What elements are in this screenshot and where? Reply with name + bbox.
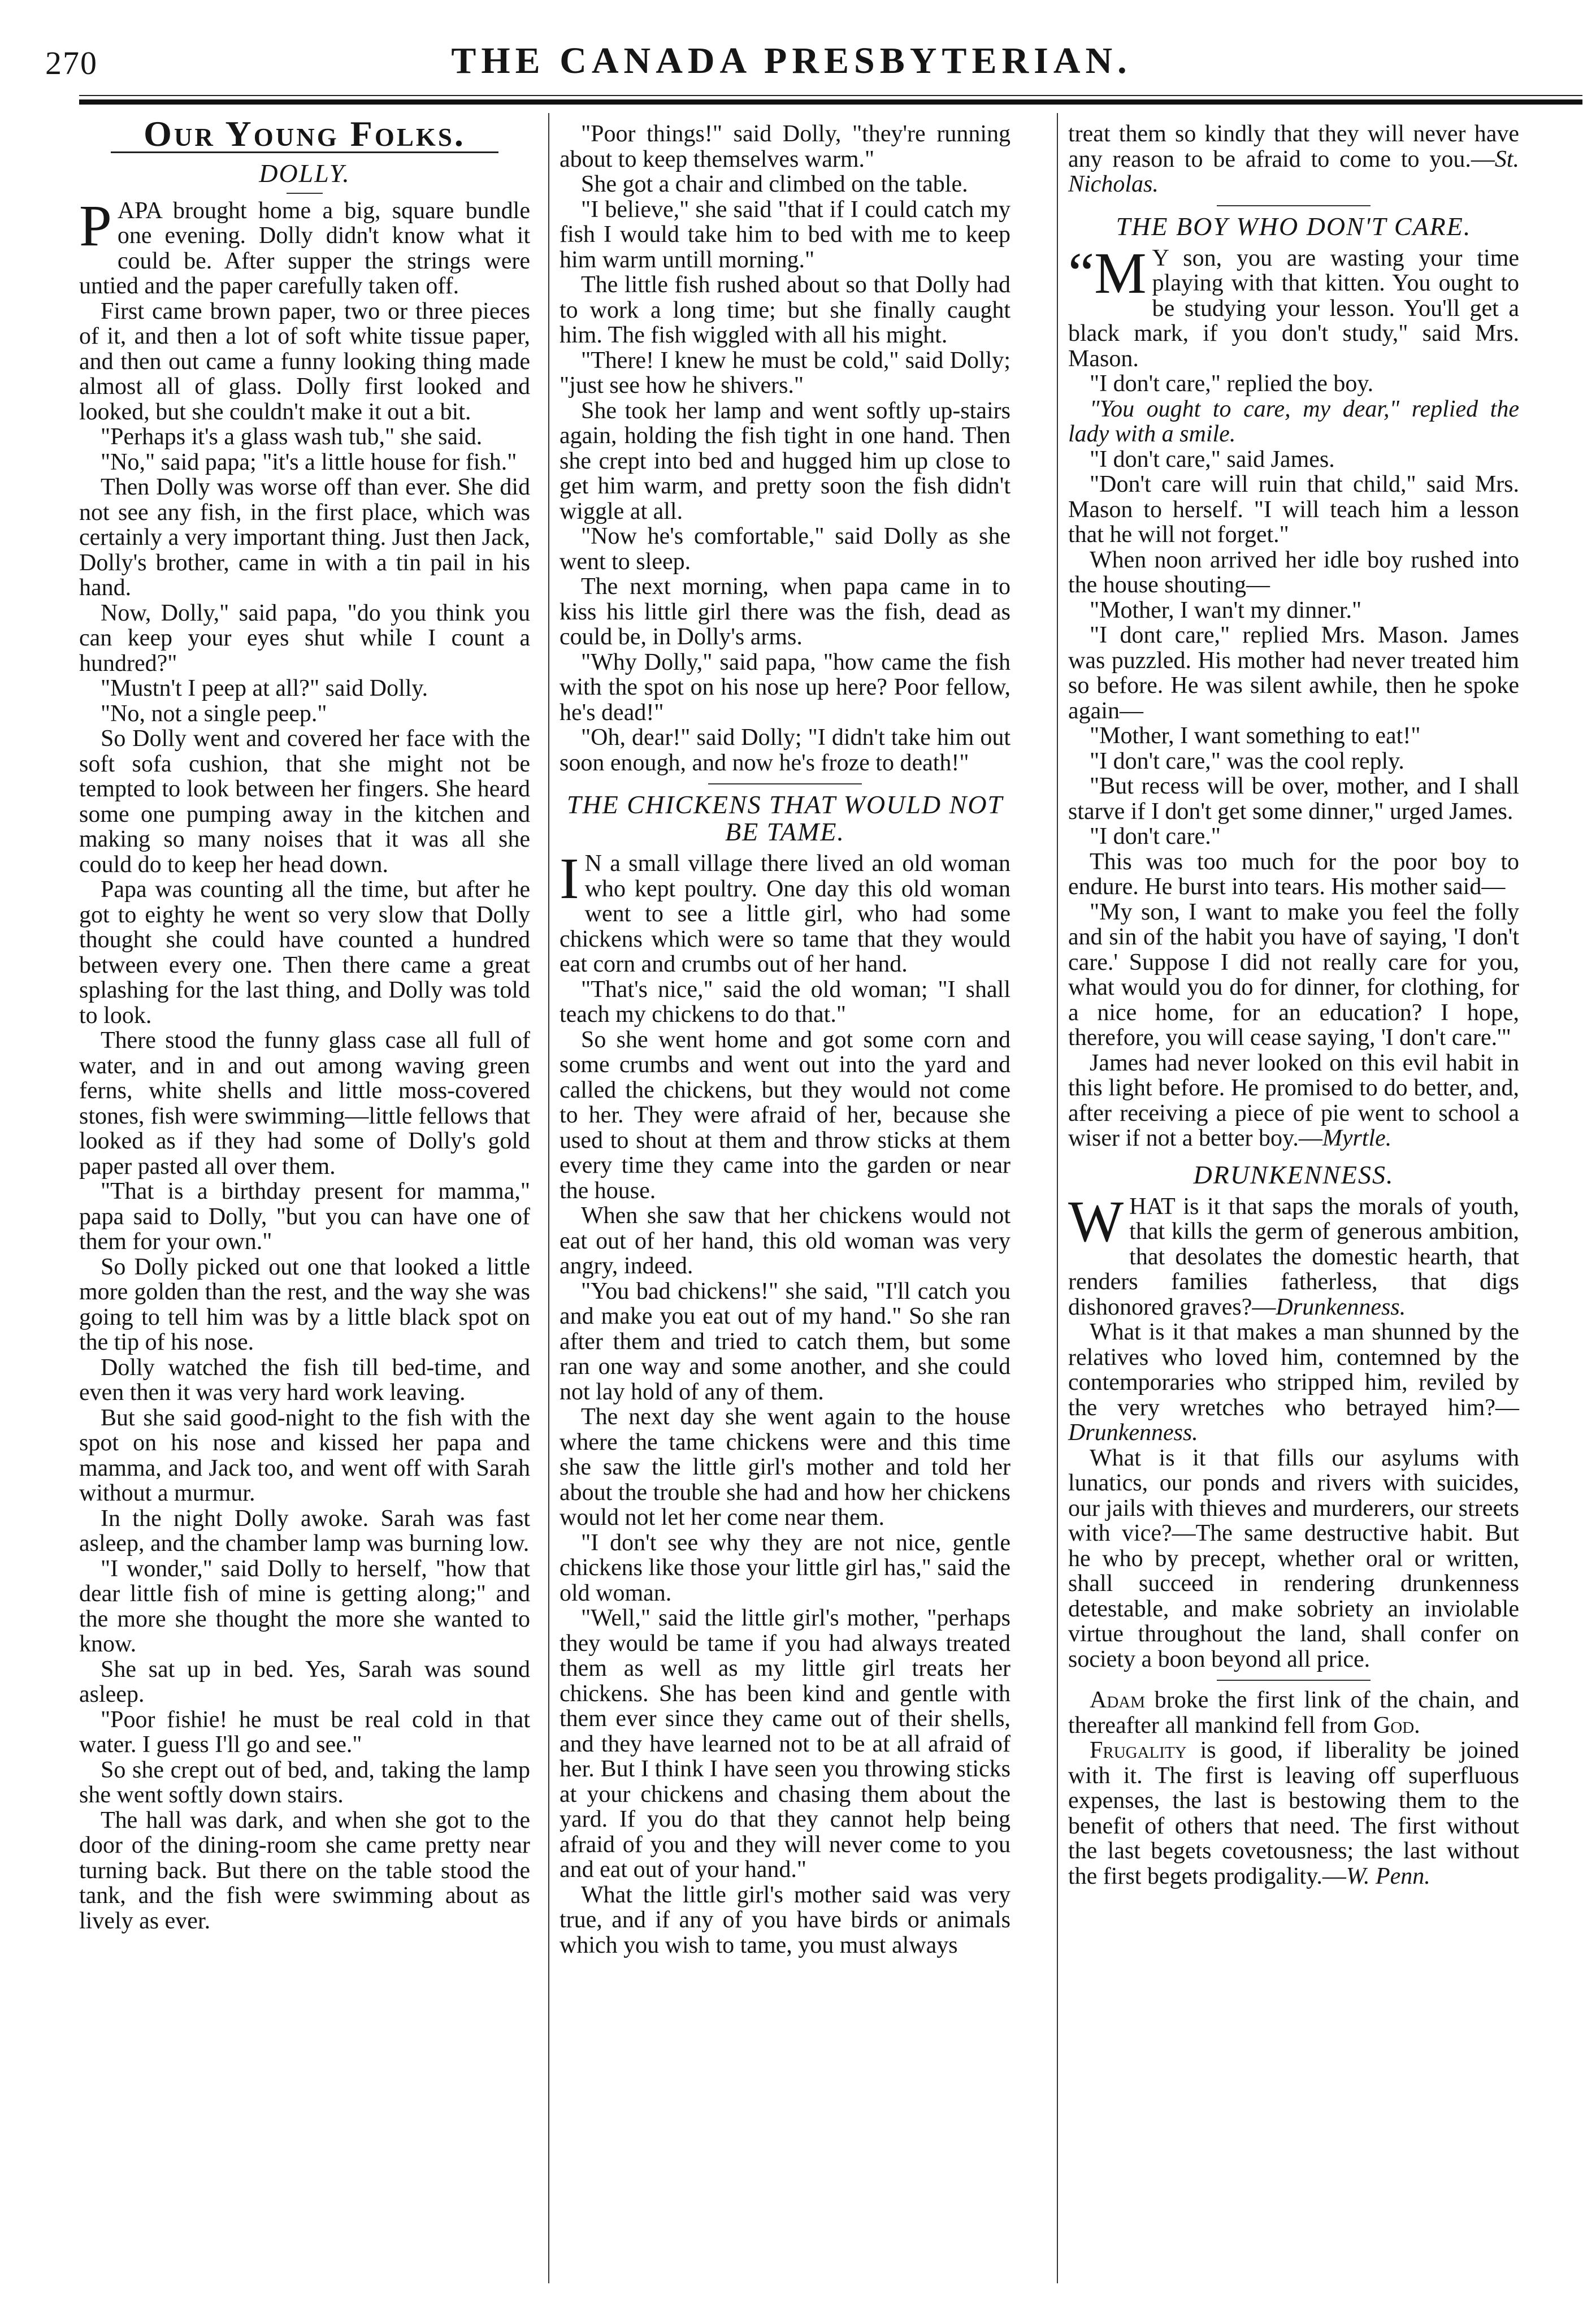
chickens-para: "Well," said the little girl's mother, "perhaps they would be tame if you had always treated them as well as my little girl treats her chickens. She has been kind and gentle with them ever since they came out of their shells, and they have learned not to be at all afraid of her. But I think I have seen you throwing sticks at your chickens and chasing them about the yard. If you do that they cannot help being afraid of you and they will never come to you and eat out of your hand."	[560, 1605, 1010, 1883]
dolly-para: So Dolly picked out one that looked a little more golden than the rest, and the way she was going to tell him was by a little black spot on the tip of his nose.	[79, 1254, 530, 1355]
chickens-cont-para: treat them so kindly that they will never have any reason to be afraid to come to you.—St. Nicholas.	[1068, 121, 1519, 197]
column-divider-1	[548, 113, 549, 2283]
dolly-para: Dolly watched the fish till bed-time, and even then it was very hard work leaving.	[79, 1354, 530, 1406]
dolly-cont-para: The next morning, when papa came in to kiss his little girl there was the fish, dead as could be, in Dolly's arms.	[560, 574, 1010, 650]
section-banner	[79, 114, 530, 154]
chickens-para: "That's nice," said the old woman; "I shall teach my chickens to do that."	[560, 976, 1010, 1027]
dolly-para: In the night Dolly awoke. Sarah was fast asleep, and the chamber lamp was burning low.	[79, 1505, 530, 1556]
dolly-para: Papa was counting all the time, but after he got to eighty he went so very slow that Dolly thought she could have counted a hundred between every one. Then there came a great splashing for the last thing, and Dolly was told to look.	[79, 877, 530, 1029]
boy-para: This was too much for the poor boy to endure. He burst into tears. His mother said—	[1068, 848, 1519, 900]
header-rule-thick	[79, 99, 1582, 105]
section-banner-text: Our Young Folks.	[144, 114, 466, 154]
dolly-cont-para: The little fish rushed about so that Dolly had to work a long time; but she finally caught him. The fish wiggled with all his might.	[560, 272, 1010, 348]
boy-para: "Mother, I want something to eat!"	[1090, 723, 1421, 749]
dolly-para: So she crept out of bed, and, taking the lamp she went softly down stairs.	[79, 1757, 530, 1808]
heading-dolly-rule	[287, 193, 323, 194]
column-1	[79, 114, 530, 1934]
drunkenness-para-2: What is it that makes a man shunned by the relatives who loved him, contemned by the contemporaries who stripped him, reviled by the very wretches who betrayed him?—Drunkenness.	[1068, 1319, 1519, 1446]
heading-boy-who-dont-care: THE BOY WHO DON'T CARE.	[1116, 211, 1472, 241]
boy-para: "I don't care," was the cool reply.	[1090, 748, 1404, 774]
dolly-cont-para: "Why Dolly," said papa, "how came the fish with the spot on his nose up here? Poor fellow, he's dead!"	[560, 649, 1010, 726]
dolly-para: So Dolly went and covered her face with the soft sofa cushion, that she might not be tempted to look between her fingers. She heard some one pumping away in the kitchen and making so many noises that it was all she could do to keep her head down.	[79, 726, 530, 878]
dolly-para-1: PAPA brought home a big, square bundle one evening. Dolly didn't know what it could be. After supper the strings were untied and the paper carefully taken off.	[79, 193, 530, 299]
chickens-para: "I don't see why they are not nice, gentle chickens like those your little girl has," said the old woman.	[560, 1529, 1010, 1606]
boy-para: "But recess will be over, mother, and I shall starve if I don't get some dinner," urged James.	[1068, 773, 1519, 825]
attribution-st-nicholas: St. Nicholas.	[1068, 146, 1519, 197]
boy-para: "I don't care."	[1090, 823, 1221, 849]
chickens-para: When she saw that her chickens would not eat out of her hand, this old woman was very angry, indeed.	[560, 1203, 1010, 1279]
dolly-cont-para: She took her lamp and went softly up-stairs again, holding the fish tight in one hand. Then she crept into bed and hugged him up close to get him warm, and pretty soon the fish didn't wiggle at all.	[560, 397, 1010, 524]
dolly-para: "No," said papa; "it's a little house for fish."	[101, 449, 517, 475]
column-3	[1068, 122, 1519, 1889]
heading-chickens: THE CHICKENS THAT WOULD NOT BE TAME.	[566, 790, 1004, 846]
boy-para: "Don't care will ruin that child," said Mrs. Mason to herself. "I will teach him a lesson that he will not forget."	[1068, 471, 1519, 548]
dolly-para: She sat up in bed. Yes, Sarah was sound asleep.	[79, 1656, 530, 1707]
attribution-myrtle: Myrtle.	[1322, 1125, 1392, 1151]
dolly-cont-para: "I believe," she said "that if I could catch my fish I would take him to bed with me to keep him warm untill morning."	[560, 196, 1010, 273]
frugality-para: Frugality is good, if liberality be joined with it. The first is leaving off superfluous expenses, the last is bestowing them to the benefit of others that need. The first without the last begets covetousness; the last without the first begets prodigality.—W. Penn.	[1068, 1737, 1519, 1889]
heading-drunkenness: DRUNKENNESS.	[1193, 1160, 1394, 1189]
dolly-para: But she said good-night to the fish with the spot on his nose and kissed her papa and mamma, and Jack too, and went off with Sarah without a murmur.	[79, 1404, 530, 1506]
dolly-para: First came brown paper, two or three pieces of it, and then a lot of soft white tissue paper, and then out came a funny looking thing made almost all of glass. Dolly first looked and looked, but she couldn't make it out a bit.	[79, 298, 530, 425]
chickens-para: What the little girl's mother said was very true, and if any of you have birds or animals which you wish to tame, you must always	[560, 1881, 1010, 1958]
dropcap-w: W	[1068, 1189, 1124, 1254]
drunkenness-para-3: What is it that fills our asylums with lunatics, our ponds and rivers with suicides, our jails with thieves and murderers, our streets with vice?—The same destructive habit. But he who by precept, whether oral or written, shall succeed in rendering drunkenness detestable, and make sobriety an inviolable virtue throughout the land, shall confer on society a boon beyond all price.	[1068, 1445, 1519, 1672]
dolly-cont-para: She got a chair and climbed on the table.	[581, 171, 968, 197]
boy-para-1: “M Y son, you are wasting your time playing with that kitten. You ought to be studying your lesson. You'll get a black mark, if you don't study," said Mrs. Mason.	[1068, 240, 1519, 372]
dolly-para: The hall was dark, and when she got to the door of the dining-room she came pretty near turning back. But there on the table stood the tank, and the fish were swimming about as lively as ever.	[79, 1807, 530, 1934]
dolly-cont-para: "There! I knew he must be cold," said Dolly; "just see how he shivers."	[560, 347, 1010, 398]
boy-para: "Mother, I wan't my dinner."	[1090, 597, 1362, 623]
page-number: 270	[45, 45, 98, 81]
drunkenness-para-1: WHAT is it that saps the morals of youth, that kills the germ of generous ambition, that desolates the domestic hearth, that renders families fatherless, that digs dishonored graves?—Drunkenness.	[1068, 1189, 1519, 1320]
column-divider-2	[1057, 113, 1058, 2283]
chickens-para: So she went home and got some corn and some crumbs and went out into the yard and called the chickens, but they would not come to her. They were afraid of her, because she used to shout at them and throw sticks at them every time they came into the garden or near the house.	[560, 1026, 1010, 1204]
boy-para-last: James had never looked on this evil habit in this light before. He promised to do better, and, after receiving a piece of pie went to school a wiser if not a better boy.—Myrtle.	[1068, 1050, 1519, 1151]
dolly-para: Then Dolly was worse off than ever. She did not see any fish, in the first place, which was certainly a very important thing. Just then Jack, Dolly's brother, came in with a tin pail in his hand.	[79, 474, 530, 601]
article-divider	[1217, 205, 1370, 206]
header-rule-thin	[79, 95, 1582, 96]
dolly-cont-para: "Oh, dear!" said Dolly; "I didn't take him out soon enough, and now he's froze to death!"	[560, 725, 1010, 776]
dropcap-p: P	[79, 193, 112, 258]
boy-para: "My son, I want to make you feel the folly and sin of the habit you have of saying, 'I don't care.' Suppose I did not really care for you, what would you do for dinner, for clothing, for a nice home, for an education? I hope, therefore, you will cease saying, 'I don't care.'"	[1068, 899, 1519, 1051]
attribution-penn: W. Penn.	[1346, 1863, 1430, 1889]
dropcap-m: “M	[1068, 240, 1147, 306]
dolly-para: "That is a birthday present for mamma," papa said to Dolly, "but you can have one of them for your own."	[79, 1178, 530, 1255]
boy-para: "You ought to care, my dear," replied the lady with a smile.	[1068, 396, 1519, 447]
adam-para: Adam broke the first link of the chain, and thereafter all mankind fell from God.	[1068, 1687, 1519, 1738]
dropcap-i: I	[560, 846, 579, 911]
article-divider	[1217, 1680, 1370, 1681]
chickens-para: "You bad chickens!" she said, "I'll catch you and make you eat out of my hand." So she ran after them and tried to catch them, but some ran one way and some another, and she could not lay hold of any of them.	[560, 1278, 1010, 1405]
dolly-para: "Perhaps it's a glass wash tub," she said.	[101, 424, 483, 450]
masthead-title: THE CANADA PRESBYTERIAN.	[451, 40, 1132, 81]
dolly-para: "Mustn't I peep at all?" said Dolly.	[101, 675, 428, 701]
dolly-para: Now, Dolly," said papa, "do you think you can keep your eyes shut while I count a hundred?"	[79, 600, 530, 677]
column-2	[560, 122, 1010, 1958]
chickens-para: The next day she went again to the house where the tame chickens were and this time she saw the little girl's mother and told her about the trouble she had and how her chickens would not let her come near them.	[560, 1404, 1010, 1530]
boy-para: When noon arrived her idle boy rushed into the house shouting—	[1068, 547, 1519, 598]
article-divider	[708, 783, 861, 784]
dolly-cont-para: "Poor things!" said Dolly, "they're running about to keep themselves warm."	[560, 121, 1010, 172]
chickens-para-1: I N a small village there lived an old woman who kept poultry. One day this old woman went to see a little girl, who had some chickens which were so tame that they would eat corn and crumbs out of her hand.	[560, 846, 1010, 977]
dolly-cont-para: "Now he's comfortable," said Dolly as she went to sleep.	[560, 523, 1010, 575]
dolly-para: There stood the funny glass case all full of water, and in and out among waving green ferns, white shells and little moss-covered stones, fish were swimming—little fellows that looked as if they had some of Dolly's gold paper pasted all over them.	[79, 1027, 530, 1180]
dolly-para: "No, not a single peep."	[101, 700, 327, 727]
boy-para: "I don't care," said James.	[1090, 446, 1335, 472]
boy-para: "I dont care," replied Mrs. Mason. James was puzzled. His mother had never treated him so before. He was silent awhile, then he spoke again—	[1068, 622, 1519, 724]
heading-dolly: DOLLY.	[259, 158, 350, 188]
dolly-para: "I wonder," said Dolly to herself, "how that dear little fish of mine is getting along;" and the more she thought the more she wanted to know.	[79, 1555, 530, 1657]
boy-para: "I don't care," replied the boy.	[1090, 371, 1374, 397]
dolly-para: "Poor fishie! he must be real cold in that water. I guess I'll go and see."	[79, 1706, 530, 1758]
